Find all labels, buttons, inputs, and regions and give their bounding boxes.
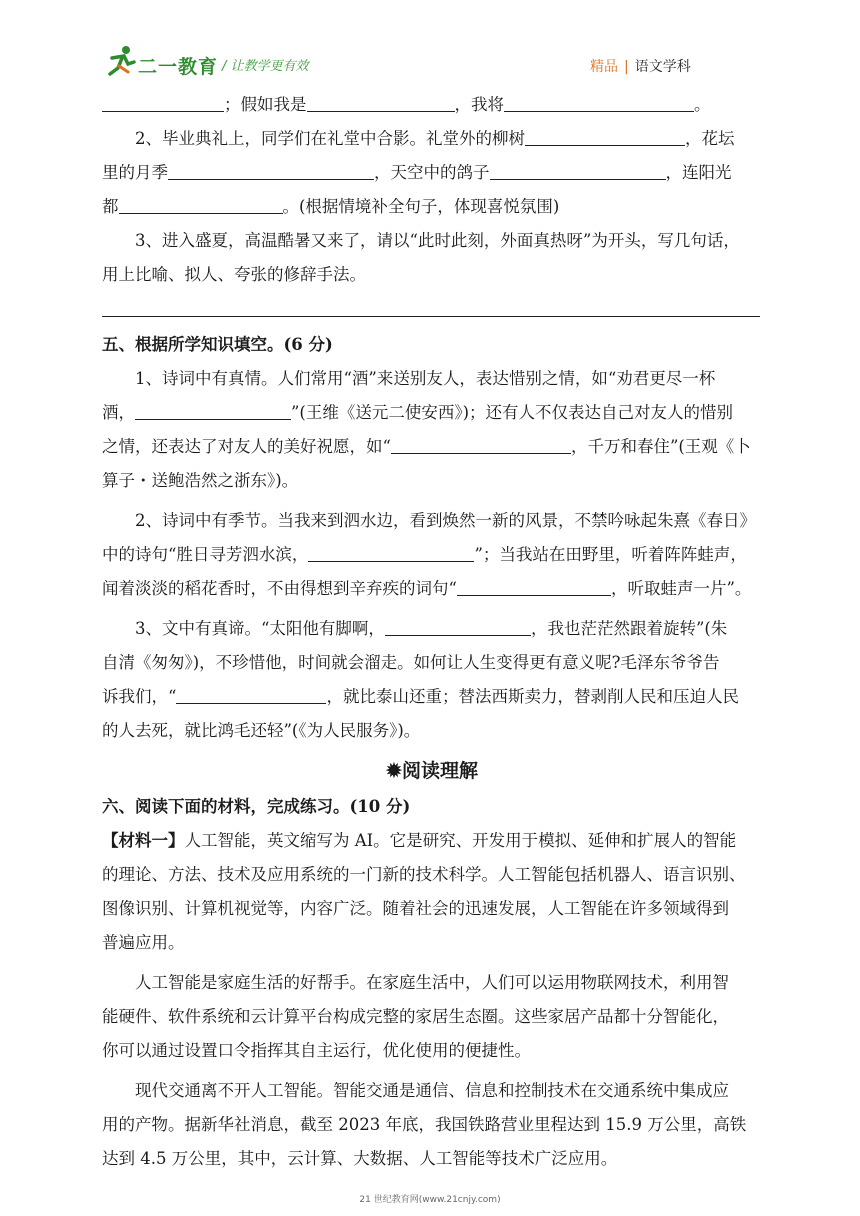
q4-item2-cont: 里的月季 ，天空中的鸽子 ，连阳光 [102, 156, 762, 190]
answer-blank[interactable] [457, 575, 611, 596]
answer-blank[interactable] [119, 193, 283, 214]
q5-item2-cont: 中的诗句“胜日寻芳泗水滨， ”；当我站在田野里，听着阵阵蛙声， [102, 538, 762, 572]
q5-item3-end: 的人去死，就比鸿毛还轻”(《为人民服务》)。 [102, 721, 421, 740]
q4-item3-cont: 用上比喻、拟人、夸张的修辞手法。 [102, 265, 366, 284]
q5-item1-cont: 酒， ”(王维《送元二使安西》)；还有人不仅表达自己对友人的惜别 [102, 396, 762, 430]
q5-item3: 3、文中有真谛。“太阳他有脚啊， ，我也茫茫然跟着旋转”(朱 [102, 612, 762, 646]
answer-blank[interactable] [176, 683, 326, 704]
answer-blank[interactable] [490, 159, 666, 180]
q5-item3-cont: 自清《匆匆》)，不珍惜他，时间就会溜走。如何让人生变得更有意义呢?毛泽东爷爷告 [102, 653, 720, 672]
logo [104, 44, 224, 84]
footer: 21 世纪教育网(www.21cnjy.com) [359, 1195, 501, 1205]
answer-blank[interactable] [308, 541, 474, 562]
q4-item2: 2、毕业典礼上，同学们在礼堂中合影。礼堂外的柳树 ，花坛 [102, 122, 762, 156]
material1-p2: 人工智能是家庭生活的好帮手。在家庭生活中，人们可以运用物联网技术，利用智 [135, 973, 729, 992]
material1-p1: 【材料一】人工智能，英文缩写为 AI。它是研究、开发用于模拟、延伸和扩展人的智能 [102, 831, 737, 850]
page-header [0, 0, 860, 90]
q5-item2: 2、诗词中有季节。当我来到泗水边，看到焕然一新的风景，不禁吟咏起朱熹《春日》 [135, 511, 756, 530]
subject-label: 语文学科 [634, 59, 691, 75]
answer-blank[interactable] [168, 159, 374, 180]
q6-title: 六、阅读下面的材料，完成练习。(10 分) [102, 797, 411, 816]
quality-label: 精品 [590, 59, 618, 75]
separator: | [624, 59, 629, 75]
material1-p1-b: 的理论、方法、技术及应用系统的一门新的技术科学。人工智能包括机器人、语言识别、 [102, 865, 746, 884]
q5-item3-cont2: 诉我们，“ ，就比泰山还重；替法西斯卖力，替剥削人民和压迫人民 [102, 680, 762, 714]
q5-item1: 1、诗词中有真情。人们常用“酒”来送别友人，表达惜别之情，如“劝君更尽一杯 [135, 369, 716, 388]
material-label: 【材料一】 [102, 831, 185, 850]
material1-p3-b: 用的产物。据新华社消息，截至 2023 年底，我国铁路营业里程达到 15.9 万公里，高铁 [102, 1115, 747, 1134]
answer-blank[interactable] [102, 91, 224, 112]
q5-item2-end: 闻着淡淡的稻花香时，不由得想到辛弃疾的词句“ ，听取蛙声一片”。 [102, 572, 762, 606]
material1-p3-c: 达到 4.5 万公里，其中，云计算、大数据、人工智能等技术广泛应用。 [102, 1149, 618, 1168]
q5-item1-cont2: 之情，还表达了对友人的美好祝愿，如“ ，千万和春住”(王观《卜 [102, 430, 762, 464]
page-content [102, 88, 762, 1176]
runner-logo-icon [104, 44, 138, 78]
q5-item1-end: 算子・送鲍浩然之浙东》)。 [102, 471, 299, 490]
answer-blank[interactable] [525, 125, 685, 146]
q4-line1: ；假如我是 ，我将 。 [102, 88, 762, 122]
material1-p1-d: 普遍应用。 [102, 933, 185, 952]
q5-title: 五、根据所学知识填空。(6 分) [102, 335, 333, 354]
answer-blank[interactable] [135, 399, 291, 420]
brand-tag [590, 56, 691, 76]
material1-p2-c: 你可以通过设置口令指挥其自主运行，优化使用的便捷性。 [102, 1041, 531, 1060]
material1-p2-b: 能硬件、软件系统和云计算平台构成完整的家居生态圈。这些家居产品都十分智能化， [102, 1007, 729, 1026]
answer-blank[interactable] [385, 615, 531, 636]
sparkle-icon: ✹ [386, 760, 402, 782]
material1-p1-c: 图像识别、计算机视觉等，内容广泛。随着社会的迅速发展，人工智能在许多领域得到 [102, 899, 729, 918]
q4-item3: 3、进入盛夏，高温酷暑又来了，请以“此时此刻，外面真热呀”为开头，写几句话， [135, 231, 740, 250]
answer-blank[interactable] [307, 91, 455, 112]
q4-item2-end: 都 。(根据情境补全句子，体现喜悦氛围) [102, 190, 762, 224]
section-title: ✹阅读理解 [386, 760, 478, 782]
slogan: / 让教学更有效 [222, 59, 309, 74]
divider [102, 316, 760, 317]
material1-p3: 现代交通离不开人工智能。智能交通是通信、信息和控制技术在交通系统中集成应 [135, 1081, 729, 1100]
answer-blank[interactable] [504, 91, 694, 112]
logo-text: 二一教育 [138, 56, 219, 78]
answer-space[interactable] [102, 292, 762, 326]
answer-blank[interactable] [391, 433, 571, 454]
